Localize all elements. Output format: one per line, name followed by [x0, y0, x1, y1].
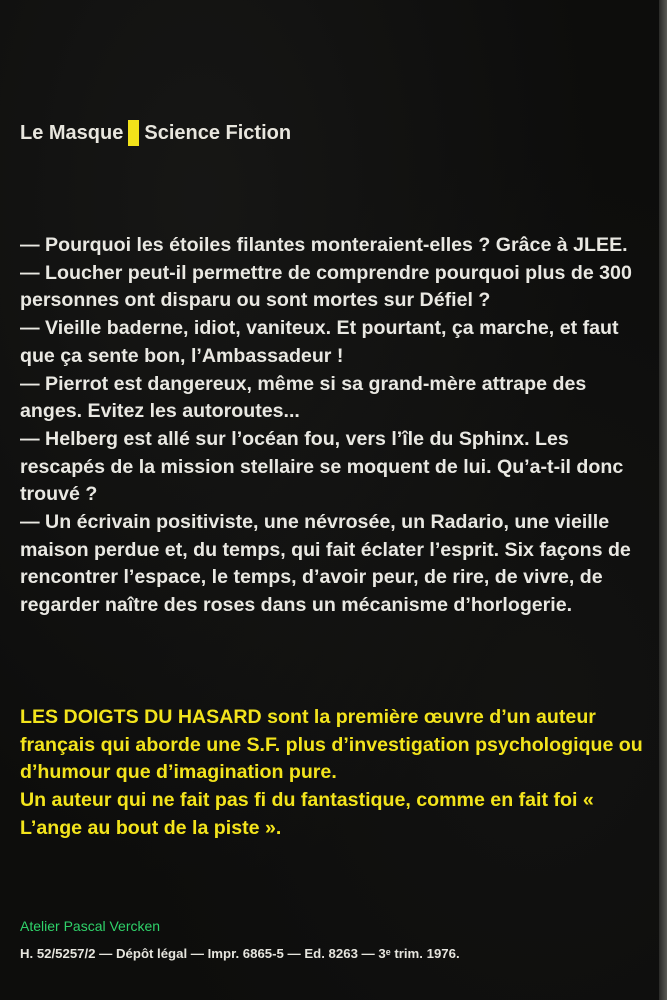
teaser-item: — Helberg est allé sur l’océan fou, vers l’île du Sphinx. Les rescapés de la mission stellaire se moquent de lui. Qu’a-t-il donc trouvé ?: [20, 427, 624, 506]
teaser-item: — Vieille baderne, idiot, vaniteux. Et pourtant, ça marche, et faut que ça sente bon, l’Ambassadeur !: [20, 317, 619, 367]
series-divider-bar: [128, 120, 139, 146]
series-publisher: Le Masque: [20, 121, 124, 144]
cover-credit: Atelier Pascal Vercken: [20, 918, 161, 934]
book-blurb: [20, 704, 645, 843]
teaser-list: [20, 232, 640, 620]
blurb-paragraph: LES DOIGTS DU HASARD sont la première œuvre d’un auteur français qui aborde une S.F. plus d’investigation psychologique ou d’humour que d’imagination pure.: [20, 706, 643, 784]
series-header: [20, 120, 291, 146]
series-collection: Science Fiction: [144, 121, 292, 144]
legal-line: H. 52/5257/2 — Dépôt légal — Impr. 6865-5 — Ed. 8263 — 3ᵉ trim. 1976.: [20, 946, 460, 961]
teaser-item: — Pierrot est dangereux, même si sa grand-mère attrape des anges. Evitez les autoroutes...: [20, 372, 587, 423]
book-edge: [659, 0, 667, 1000]
teaser-item: — Un écrivain positiviste, une névrosée, un Radario, une vieille maison perdue et, du temps, qui fait éclater l’esprit. Six façons de rencontrer l’espace, le temps, d’avoir peur, de rire, de vivre, de regarder naître des roses dans un mécanisme d’horlogerie.: [20, 511, 631, 617]
blurb-paragraph: Un auteur qui ne fait pas fi du fantastique, comme en fait foi « L’ange au bout de la piste ».: [20, 789, 594, 839]
teaser-item: — Pourquoi les étoiles filantes monteraient-elles ? Grâce à JLEE.: [20, 234, 628, 256]
teaser-item: — Loucher peut-il permettre de comprendre pourquoi plus de 300 personnes ont disparu ou sont mortes sur Défiel ?: [20, 261, 632, 312]
